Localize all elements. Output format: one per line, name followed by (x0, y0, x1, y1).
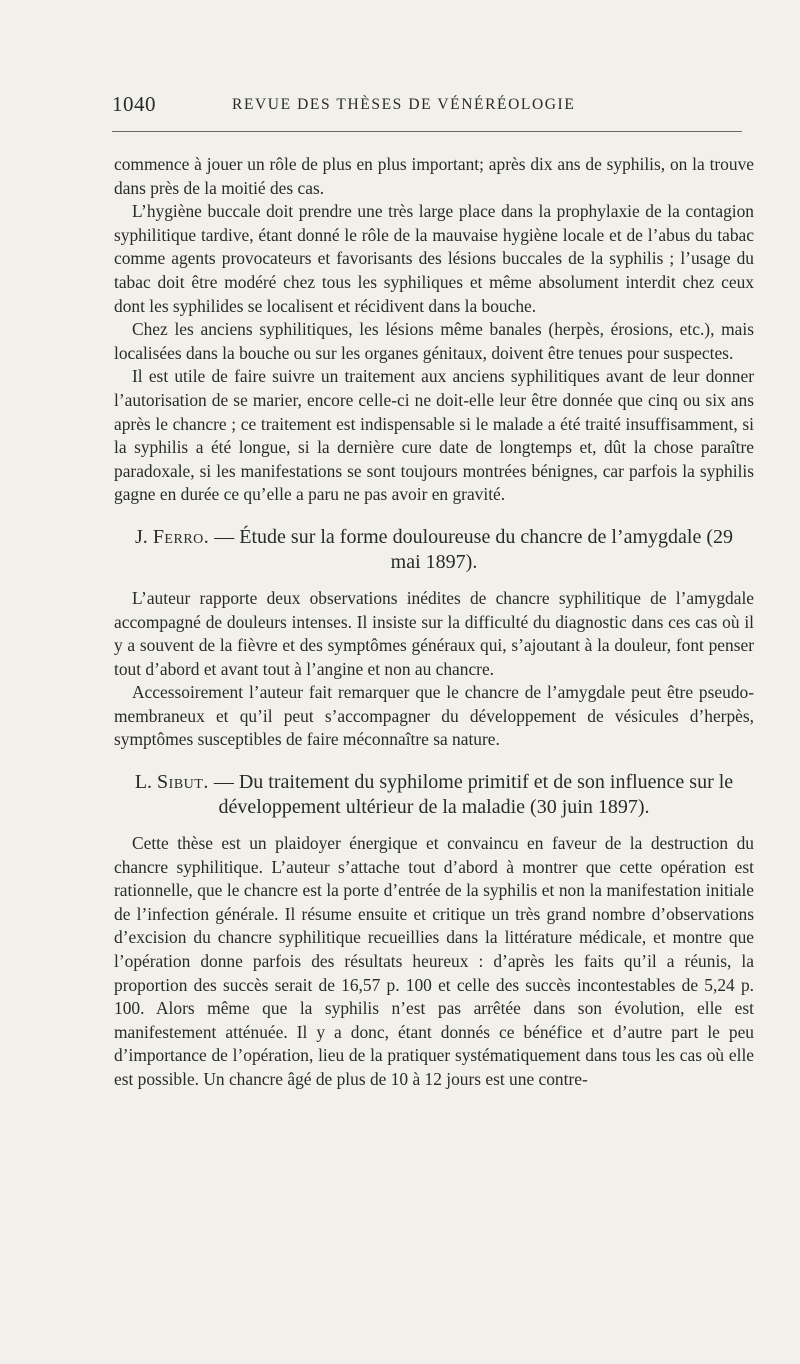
author-initial: L. (134, 771, 153, 794)
running-title: REVUE DES THÈSES DE VÉNÉRÉOLOGIE (232, 96, 576, 113)
page-number: 1040 (112, 92, 156, 116)
author-name: Ferro. (152, 525, 210, 548)
author-name: Sibut. (157, 771, 209, 794)
thesis-title: — Du traitement du syphilome primitif et de son influence sur le développement ultérieur de la maladie (30 juin 1897). (213, 771, 734, 819)
thesis-title: — Étude sur la forme douloureuse du chancre de l’amygdale (29 mai 1897). (214, 525, 733, 573)
paragraph: L’hygiène buccale doit prendre une très large place dans la prophylaxie de la contagion syphilitique tardive, étant donné le rôle de la mauvaise hygiène locale et de l’abus du tabac comme agents provocateurs et favorisants des lésions buccales de la syphilis ; l’usage du tabac doit être modéré chez tous les syphiliques et même absolument interdit chez ceux dont les syphilides se localisent et récidivent dans la bouche. (114, 201, 754, 316)
header-rule (112, 131, 742, 132)
paragraph: Il est utile de faire suivre un traitement aux anciens syphilitiques avant de leur donner l’autorisation de se marier, encore celle-ci ne doit-elle leur être donnée que cinq ou six ans après le chancre ; ce traitement est indispensable si le malade a été traité insuffisamment, si la syphilis a été longue, si la dernière cure date de longtemps et, dût la chose paraître paradoxale, si les manifestations se sont toujours montrées bénignes, car parfois la syphilis gagne en durée ce qu’elle a paru ne pas avoir en gravité. (114, 366, 754, 505)
body-text (114, 153, 754, 1092)
thesis-heading (114, 770, 754, 820)
thesis-heading (114, 525, 754, 575)
page-header (112, 92, 742, 122)
paragraph: Accessoirement l’auteur fait remarquer que le chancre de l’amygdale peut être pseudo-membraneux et qu’il peut s’accompagner du développement de vésicules d’herpès, symptômes susceptibles de faire méconnaître sa nature. (114, 682, 754, 750)
author-initial: J. (135, 525, 148, 548)
paragraph: commence à jouer un rôle de plus en plus important; après dix ans de syphilis, on la trouve dans près de la moitié des cas. (114, 154, 754, 198)
paragraph: L’auteur rapporte deux observations inédites de chancre syphilitique de l’amygdale accompagné de douleurs intenses. Il insiste sur la difficulté du diagnostic dans ces cas où il y a souvent de la fièvre et des symptômes généraux qui, s’ajoutant à la douleur, font penser tout d’abord et avant tout à l’angine et non au chancre. (114, 587, 754, 679)
paragraph: Cette thèse est un plaidoyer énergique et convaincu en faveur de la destruction du chancre syphilitique. L’auteur s’attache tout d’abord à montrer que cette opération est rationnelle, que le chancre est la porte d’entrée de la syphilis et non la manifestation initiale de l’infection générale. Il résume ensuite et critique un très grand nombre d’observations d’excision du chancre syphilitique recueillies dans la littérature médicale, et montre que l’opération donne parfois des résultats heureux : d’après les faits qu’il a réunis, la proportion des succès serait de 16,57 p. 100 et celle des succès incontestables de 5,24 p. 100. Alors même que la syphilis n’est pas arrêtée dans son évolution, elle est manifestement atténuée. Il y a donc, étant donnés ce bénéfice et d’autre part le peu d’importance de l’opération, lieu de la pratiquer systématiquement dans tous les cas où elle est possible. Un chancre âgé de plus de 10 à 12 jours est une contre- (114, 833, 754, 1089)
paragraph: Chez les anciens syphilitiques, les lésions même banales (herpès, érosions, etc.), mais localisées dans la bouche ou sur les organes génitaux, doivent être tenues pour suspectes. (114, 319, 754, 363)
